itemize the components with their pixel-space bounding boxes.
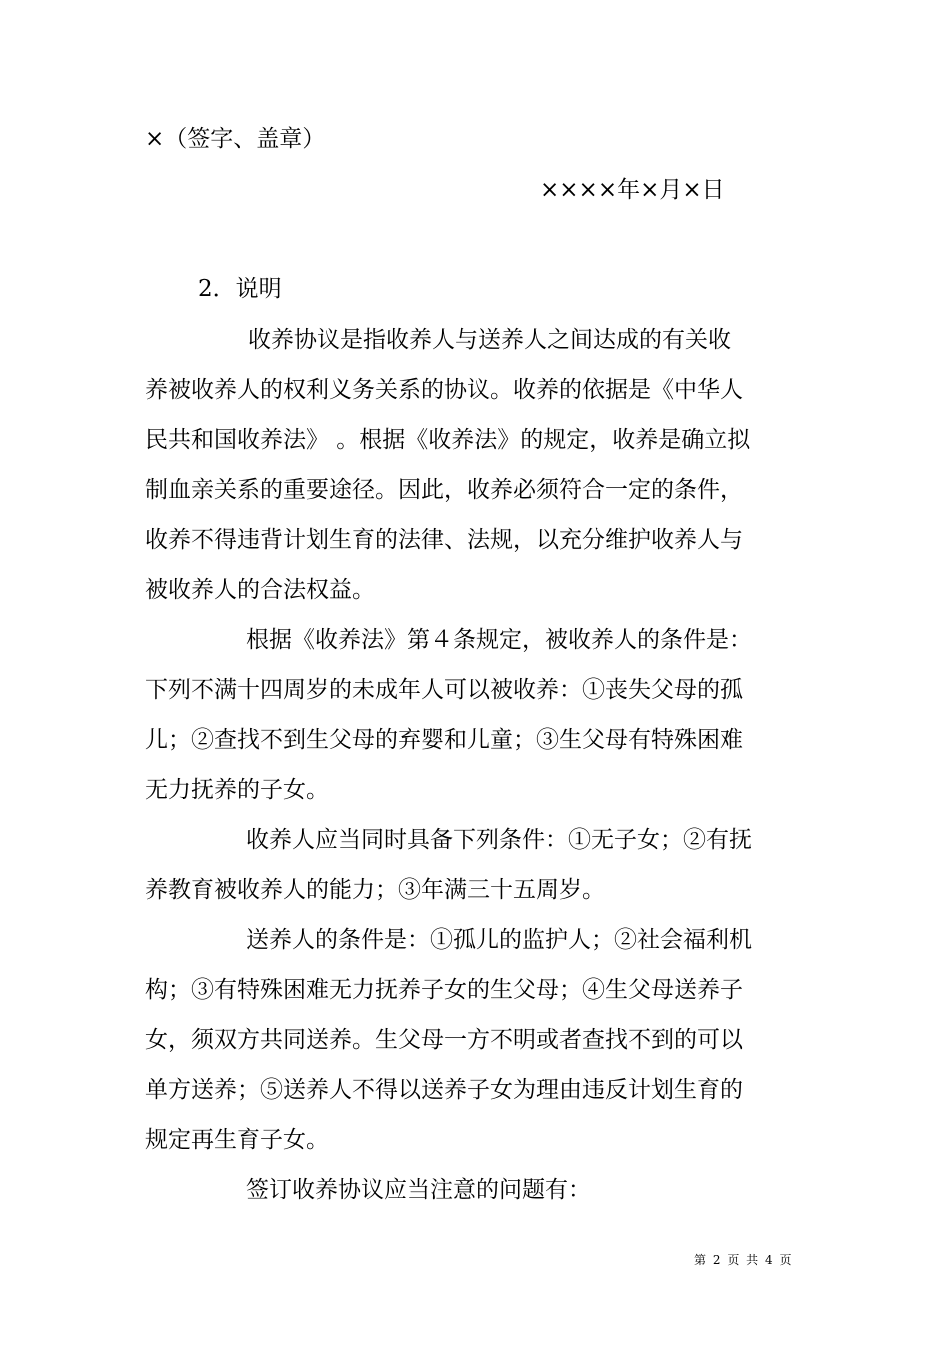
footer-page-prefix: 第 xyxy=(694,1253,707,1267)
paragraph-line: 被收养人的合法权益。 xyxy=(145,577,375,603)
paragraph-line: 女，须双方共同送养。生父母一方不明或者查找不到的可以 xyxy=(145,1027,743,1053)
paragraph-line: 制血亲关系的重要途径。因此，收养必须符合一定的条件， xyxy=(145,477,743,503)
paragraph-line: 民共和国收养法》 。根据《收养法》的规定，收养是确立拟 xyxy=(145,427,751,453)
paragraph-line: 收养协议是指收养人与送养人之间达成的有关收 xyxy=(248,327,731,353)
section-heading: 2．说明 xyxy=(198,276,282,302)
paragraph-line: 根据《收养法》第４条规定，被收养人的条件是： xyxy=(246,627,752,653)
paragraph-line: 收养不得违背计划生育的法律、法规，以充分维护收养人与 xyxy=(145,527,743,553)
paragraph-line: 儿；②查找不到生父母的弃婴和儿童；③生父母有特殊困难 xyxy=(145,727,743,753)
footer-total-suffix: 页 xyxy=(779,1253,792,1267)
paragraph-line: 养被收养人的权利义务关系的协议。收养的依据是《中华人 xyxy=(145,377,743,403)
footer-page-number: 2 xyxy=(712,1253,721,1267)
footer-total-prefix: 共 xyxy=(746,1253,759,1267)
paragraph-line: 单方送养；⑤送养人不得以送养子女为理由违反计划生育的 xyxy=(145,1077,743,1103)
paragraph-line: 无力抚养的子女。 xyxy=(145,777,329,803)
paragraph-line: 送养人的条件是：①孤儿的监护人；②社会福利机 xyxy=(246,927,752,953)
page-footer xyxy=(694,1252,794,1268)
paragraph-line: 下列不满十四周岁的未成年人可以被收养：①丧失父母的孤 xyxy=(145,677,743,703)
paragraph-line: 养教育被收养人的能力；③年满三十五周岁。 xyxy=(145,877,605,903)
paragraph-line: 收养人应当同时具备下列条件：①无子女；②有抚 xyxy=(246,827,752,853)
paragraph-line: 构；③有特殊困难无力抚养子女的生父母；④生父母送养子 xyxy=(145,977,743,1003)
footer-page-mid: 页 xyxy=(727,1253,740,1267)
paragraph-line: 规定再生育子女。 xyxy=(145,1127,329,1153)
signature-line: ×（签字、盖章） xyxy=(145,126,326,152)
footer-total-pages: 4 xyxy=(765,1253,773,1267)
date-line: ××××年×月×日 xyxy=(540,177,725,203)
paragraph-line: 签订收养协议应当注意的问题有： xyxy=(246,1177,591,1203)
